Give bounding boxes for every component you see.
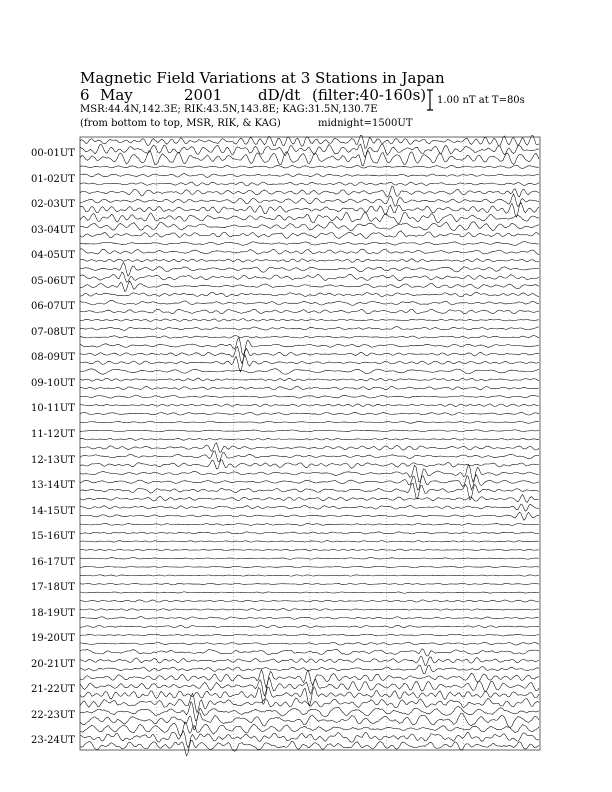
trace-20-21UT-1 <box>80 649 539 656</box>
row-label: 03-04UT <box>31 224 75 236</box>
trace-08-09UT-2 <box>80 346 539 363</box>
scale-bar <box>427 90 433 110</box>
trace-01-02UT-3 <box>80 182 539 186</box>
trace-13-14UT-1 <box>80 465 539 483</box>
trace-06-07UT-3 <box>80 309 539 314</box>
trace-01-02UT-2 <box>80 174 539 178</box>
trace-05-06UT-3 <box>80 281 539 291</box>
row-label: 23-24UT <box>31 735 75 747</box>
trace-16-17UT-1 <box>80 549 539 551</box>
trace-17-18UT-2 <box>80 583 539 585</box>
trace-08-09UT-1 <box>80 338 539 356</box>
trace-11-12UT-3 <box>80 438 539 440</box>
row-label: 05-06UT <box>31 275 75 287</box>
trace-10-11UT-2 <box>80 404 539 407</box>
trace-14-15UT-3 <box>80 512 539 520</box>
trace-12-13UT-1 <box>80 443 539 452</box>
trace-04-05UT-1 <box>80 242 539 246</box>
row-label: 18-19UT <box>31 607 75 619</box>
trace-11-12UT-2 <box>80 430 539 432</box>
trace-02-03UT-1 <box>80 186 539 197</box>
trace-13-14UT-2 <box>80 474 539 490</box>
trace-20-21UT-3 <box>80 665 539 674</box>
row-label: 12-13UT <box>31 454 75 466</box>
stations-label: MSR:44.4N,142.3E; RIK:43.5N,143.8E; KAG:31.5N,130.7E <box>80 104 378 115</box>
row-label: 21-22UT <box>31 684 75 696</box>
trace-17-18UT-3 <box>80 592 539 593</box>
row-label: 17-18UT <box>31 582 75 594</box>
trace-10-11UT-3 <box>80 412 539 415</box>
trace-16-17UT-2 <box>80 558 539 560</box>
trace-11-12UT-1 <box>80 421 539 423</box>
date-year: 2001 <box>184 86 223 104</box>
trace-19-20UT-1 <box>80 625 539 628</box>
filter-label: (filter:40-160s) <box>312 86 427 104</box>
trace-09-10UT-1 <box>80 369 539 375</box>
trace-09-10UT-2 <box>80 378 539 381</box>
scale-label: 1.00 nT at T=80s <box>437 95 525 106</box>
row-label: 07-08UT <box>31 326 75 338</box>
trace-18-19UT-1 <box>80 600 539 602</box>
trace-10-11UT-1 <box>80 395 539 398</box>
trace-06-07UT-1 <box>80 292 539 297</box>
trace-05-06UT-1 <box>80 262 539 276</box>
trace-12-13UT-3 <box>80 459 539 468</box>
trace-18-19UT-3 <box>80 617 539 620</box>
trace-03-04UT-1 <box>80 212 539 223</box>
row-label: 20-21UT <box>31 658 75 670</box>
trace-15-16UT-2 <box>80 532 539 534</box>
date-month: May <box>100 86 133 104</box>
trace-14-15UT-1 <box>80 495 539 503</box>
trace-03-04UT-2 <box>80 222 539 231</box>
trace-23-24UT-3 <box>80 740 539 756</box>
trace-04-05UT-2 <box>80 249 539 255</box>
order-note: (from bottom to top, MSR, RIK, & KAG) <box>80 118 281 129</box>
date-day: 6 <box>80 86 90 104</box>
row-label: 04-05UT <box>31 250 75 262</box>
trace-06-07UT-2 <box>80 301 539 306</box>
trace-07-08UT-3 <box>80 336 539 339</box>
component-label: dD/dt <box>258 86 301 104</box>
trace-20-21UT-2 <box>80 656 539 665</box>
trace-04-05UT-3 <box>80 259 539 263</box>
trace-14-15UT-2 <box>80 504 539 511</box>
trace-21-22UT-3 <box>80 687 539 706</box>
trace-22-23UT-3 <box>80 713 539 730</box>
row-label: 09-10UT <box>31 377 75 389</box>
row-label: 19-20UT <box>31 633 75 645</box>
trace-08-09UT-3 <box>80 355 539 372</box>
trace-18-19UT-2 <box>80 609 539 611</box>
row-label: 08-09UT <box>31 352 75 364</box>
row-label: 06-07UT <box>31 301 75 313</box>
row-label: 13-14UT <box>31 480 75 492</box>
trace-05-06UT-2 <box>80 272 539 282</box>
row-label: 00-01UT <box>31 148 75 159</box>
trace-19-20UT-2 <box>80 634 539 636</box>
row-label: 10-11UT <box>31 403 75 415</box>
midnight-label: midnight=1500UT <box>318 118 413 129</box>
trace-00-01UT-3 <box>80 151 539 166</box>
trace-07-08UT-1 <box>80 319 539 322</box>
trace-23-24UT-1 <box>80 722 539 736</box>
trace-23-24UT-2 <box>80 731 539 748</box>
row-label: 22-23UT <box>31 709 75 721</box>
trace-21-22UT-1 <box>80 670 539 688</box>
trace-19-20UT-3 <box>80 642 539 645</box>
trace-15-16UT-3 <box>80 541 539 543</box>
trace-09-10UT-3 <box>80 386 539 390</box>
trace-16-17UT-3 <box>80 566 539 567</box>
row-label: 02-03UT <box>31 199 75 211</box>
trace-03-04UT-3 <box>80 231 539 239</box>
row-label: 16-17UT <box>31 556 75 568</box>
row-label: 11-12UT <box>31 428 75 440</box>
chart-title: Magnetic Field Variations at 3 Stations in Japan <box>80 69 445 87</box>
trace-01-02UT-1 <box>80 165 539 168</box>
trace-07-08UT-2 <box>80 327 539 331</box>
row-label: 14-15UT <box>31 505 75 517</box>
row-label: 01-02UT <box>31 173 75 185</box>
row-label: 15-16UT <box>31 531 75 543</box>
trace-17-18UT-1 <box>80 575 539 576</box>
trace-02-03UT-2 <box>80 194 539 207</box>
trace-12-13UT-2 <box>80 451 539 462</box>
trace-15-16UT-1 <box>80 523 539 525</box>
